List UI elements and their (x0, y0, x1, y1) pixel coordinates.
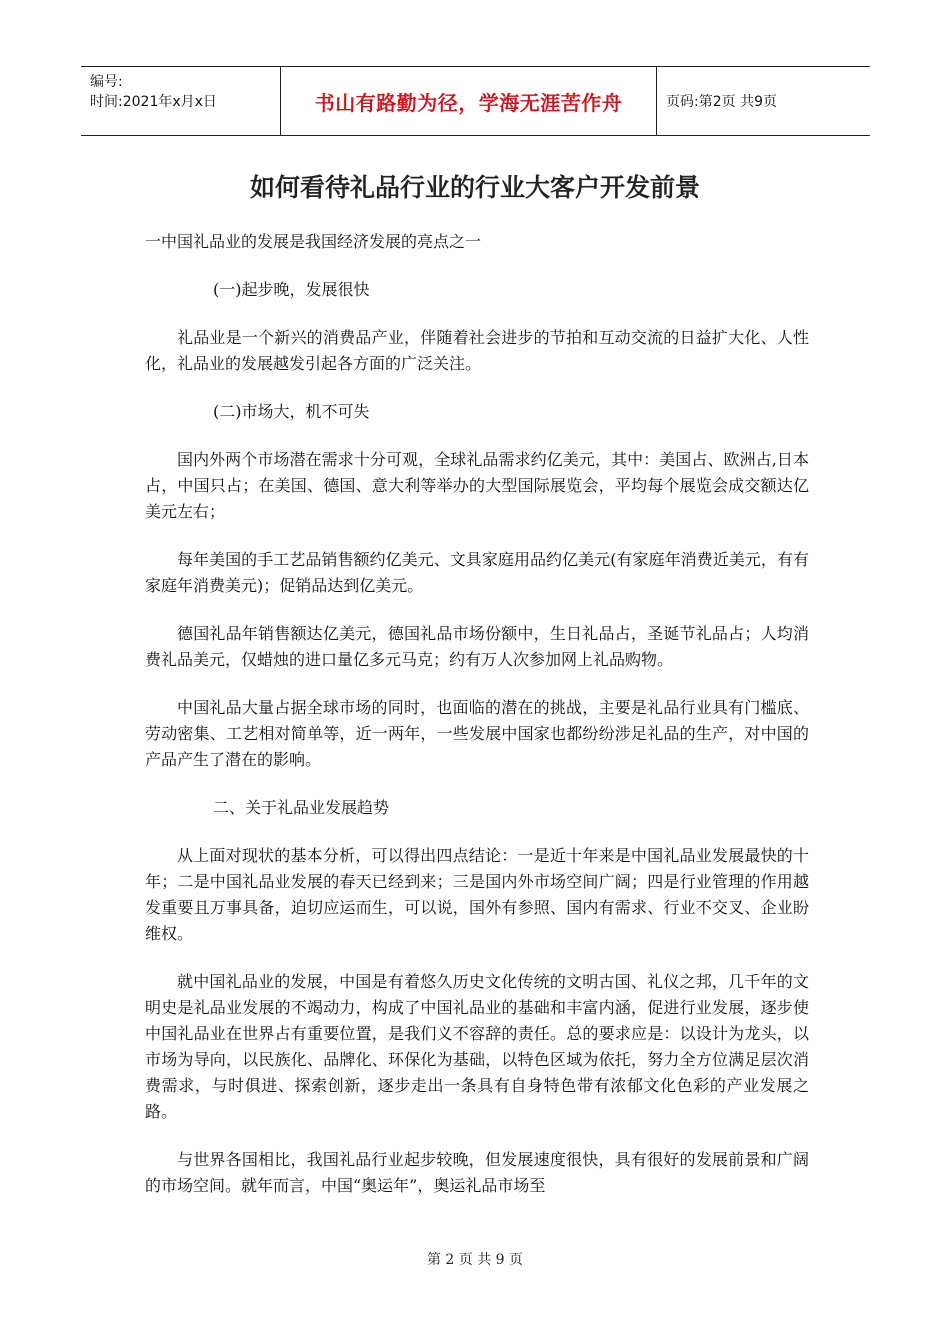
paragraph: 从上面对现状的基本分析，可以得出四点结论：一是近十年来是中国礼品业发展最快的十年；二是中国礼品业发展的春天已经到来；三是国内外市场空间广阔；四是行业管理的作用越发重要且万事具备，迫切应运而生，可以说，国外有参照、国内有需求、行业不交叉、企业盼维权。 (145, 846, 809, 943)
header-page-cell (657, 67, 870, 135)
paragraph-section-heading-2: 二、关于礼品业发展趋势 (213, 798, 390, 817)
paragraph: 国内外两个市场潜在需求十分可观，全球礼品需求约亿美元，其中：美国占、欧洲占,日本占，中国只占；在美国、德国、意大利等举办的大型国际展览会，平均每个展览会成交额达亿美元左右； (145, 450, 809, 521)
paragraph: 每年美国的手工艺品销售额约亿美元、文具家庭用品约亿美元(有家庭年消费近美元，有有家庭年消费美元)；促销品达到亿美元。 (145, 550, 809, 595)
paragraph-subheading-1: (一)起步晚，发展很快 (213, 280, 370, 299)
document-body (145, 229, 809, 1221)
paragraph: 与世界各国相比，我国礼品行业起步较晚，但发展速度很快，具有很好的发展前景和广阔的市场空间。就年而言，中国“奥运年”，奥运礼品市场至 (145, 1150, 809, 1195)
motto-text: 书山有路勤为径，学海无涯苦作舟 (314, 90, 623, 115)
paragraph: 中国礼品大量占据全球市场的同时，也面临的潜在的挑战，主要是礼品行业具有门槛底、劳动密集、工艺相对简单等，近一两年，一些发展中国家也都纷纷涉足礼品的生产，对中国的产品产生了潜在的影响。 (145, 698, 809, 769)
page-info: 页码:第2页 共9页 (666, 94, 777, 110)
header-meta-cell (81, 67, 281, 135)
paragraph-section-heading-1: 一中国礼品业的发展是我国经济发展的亮点之一 (145, 232, 482, 251)
page-footer: 第 2 页 共 9 页 (426, 1252, 524, 1268)
header-motto-cell (281, 67, 657, 135)
paragraph: 就中国礼品业的发展，中国是有着悠久历史文化传统的文明古国、礼仪之邦，几千年的文明史是礼品业发展的不竭动力，构成了中国礼品业的基础和丰富内涵，促进行业发展，逐步使中国礼品业在世界占有重要位置，是我们义不容辞的责任。总的要求应是：以设计为龙头，以市场为导向，以民族化、品牌化、环保化为基础，以特色区域为依托，努力全方位满足层次消费需求，与时俱进、探索创新，逐步走出一条具有自身特色带有浓郁文化色彩的产业发展之路。 (145, 972, 809, 1121)
paragraph-subheading-2: (二)市场大，机不可失 (213, 402, 370, 421)
number-label: 编号: (90, 74, 123, 90)
document-title: 如何看待礼品行业的行业大客户开发前景 (249, 173, 700, 202)
paragraph: 礼品业是一个新兴的消费品产业，伴随着社会进步的节拍和互动交流的日益扩大化、人性化，礼品业的发展越发引起各方面的广泛关注。 (145, 328, 809, 373)
time-label: 时间:2021年x月x日 (90, 94, 217, 110)
paragraph: 德国礼品年销售额达亿美元，德国礼品市场份额中，生日礼品占，圣诞节礼品占；人均消费礼品美元，仅蜡烛的进口量亿多元马克；约有万人次参加网上礼品购物。 (145, 624, 809, 669)
header-table (81, 66, 870, 136)
